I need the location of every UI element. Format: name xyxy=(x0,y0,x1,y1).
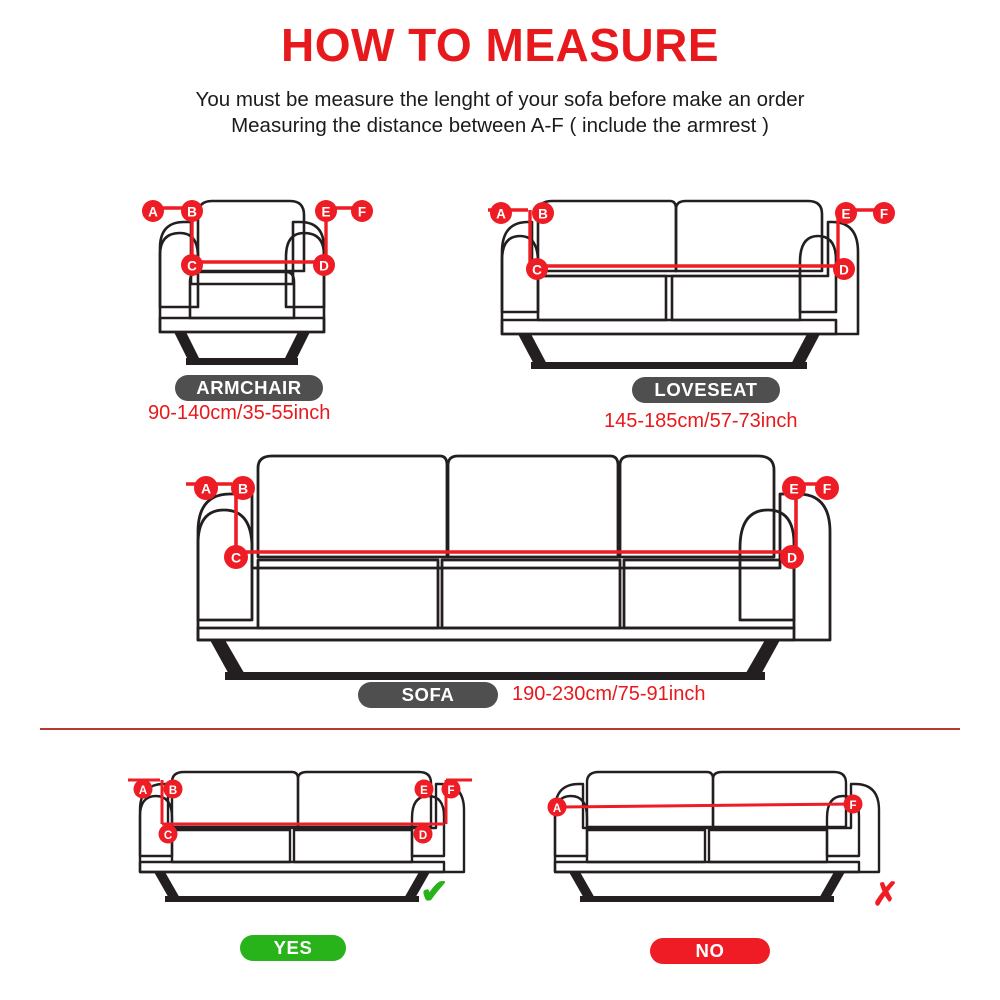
svg-text:F: F xyxy=(822,480,832,497)
incorrect-label: NO xyxy=(650,938,770,964)
section-divider xyxy=(40,728,960,730)
sofa-label: SOFA xyxy=(358,682,498,708)
loveseat-dimension: 145-185cm/57-73inch xyxy=(604,410,798,432)
svg-text:D: D xyxy=(839,262,849,278)
armchair-point-c xyxy=(179,252,205,283)
incorrect-example-diagram xyxy=(535,752,905,922)
sofa-point-a xyxy=(192,474,220,507)
svg-text:D: D xyxy=(418,829,428,842)
incorrect-point-f xyxy=(842,793,864,820)
armchair-point-e xyxy=(313,198,339,229)
armchair-dimension: 90-140cm/35-55inch xyxy=(148,402,331,424)
sofa-diagram xyxy=(180,440,830,690)
loveseat-label: LOVESEAT xyxy=(632,377,780,403)
sofa-point-f xyxy=(813,474,841,507)
sofa-point-c xyxy=(222,543,250,576)
armchair-point-f xyxy=(349,198,375,229)
instruction-line-2: Measuring the distance between A-F ( include the armrest ) xyxy=(231,114,769,137)
svg-text:C: C xyxy=(230,549,242,566)
svg-text:E: E xyxy=(420,784,428,797)
correct-point-f xyxy=(440,778,462,805)
armchair-diagram xyxy=(130,160,380,380)
sofa-point-b xyxy=(229,474,257,507)
loveseat-point-a xyxy=(488,200,514,231)
armchair-point-a xyxy=(140,198,166,229)
svg-text:F: F xyxy=(849,799,857,812)
svg-text:E: E xyxy=(321,204,331,220)
svg-text:E: E xyxy=(841,206,851,222)
loveseat-point-e xyxy=(833,200,859,231)
cross-mark-icon: ✗ xyxy=(872,876,899,912)
sofa-dimension: 190-230cm/75-91inch xyxy=(512,683,706,705)
check-mark-icon: ✔ xyxy=(420,873,449,911)
svg-text:E: E xyxy=(789,480,799,497)
loveseat-point-c xyxy=(524,256,550,287)
armchair-point-d xyxy=(311,252,337,283)
svg-text:D: D xyxy=(319,258,329,274)
incorrect-point-a xyxy=(546,796,568,823)
loveseat-point-b xyxy=(530,200,556,231)
sofa-point-d xyxy=(778,543,806,576)
svg-text:B: B xyxy=(237,480,249,497)
svg-text:A: A xyxy=(138,784,148,797)
correct-point-b xyxy=(162,778,184,805)
armchair-label: ARMCHAIR xyxy=(175,375,323,401)
svg-text:A: A xyxy=(552,802,562,815)
instruction-line-1: You must be measure the lenght of your sofa before make an order xyxy=(195,88,805,111)
sofa-point-e xyxy=(780,474,808,507)
svg-text:A: A xyxy=(496,206,506,222)
svg-text:A: A xyxy=(148,204,158,220)
svg-text:F: F xyxy=(357,204,367,220)
correct-point-c xyxy=(157,823,179,850)
svg-text:B: B xyxy=(538,206,548,222)
svg-text:F: F xyxy=(447,784,455,797)
svg-text:B: B xyxy=(168,784,178,797)
svg-text:A: A xyxy=(200,480,212,497)
svg-text:C: C xyxy=(163,829,173,842)
correct-point-a xyxy=(132,778,154,805)
svg-text:D: D xyxy=(786,549,798,566)
loveseat-point-f xyxy=(871,200,897,231)
page-title: HOW TO MEASURE xyxy=(280,19,720,71)
armchair-point-b xyxy=(179,198,205,229)
svg-text:C: C xyxy=(532,262,542,278)
loveseat-point-d xyxy=(831,256,857,287)
svg-text:F: F xyxy=(879,206,889,222)
correct-point-e xyxy=(413,778,435,805)
svg-text:C: C xyxy=(187,258,197,274)
correct-point-d xyxy=(412,823,434,850)
correct-label: YES xyxy=(240,935,346,961)
svg-text:B: B xyxy=(187,204,197,220)
